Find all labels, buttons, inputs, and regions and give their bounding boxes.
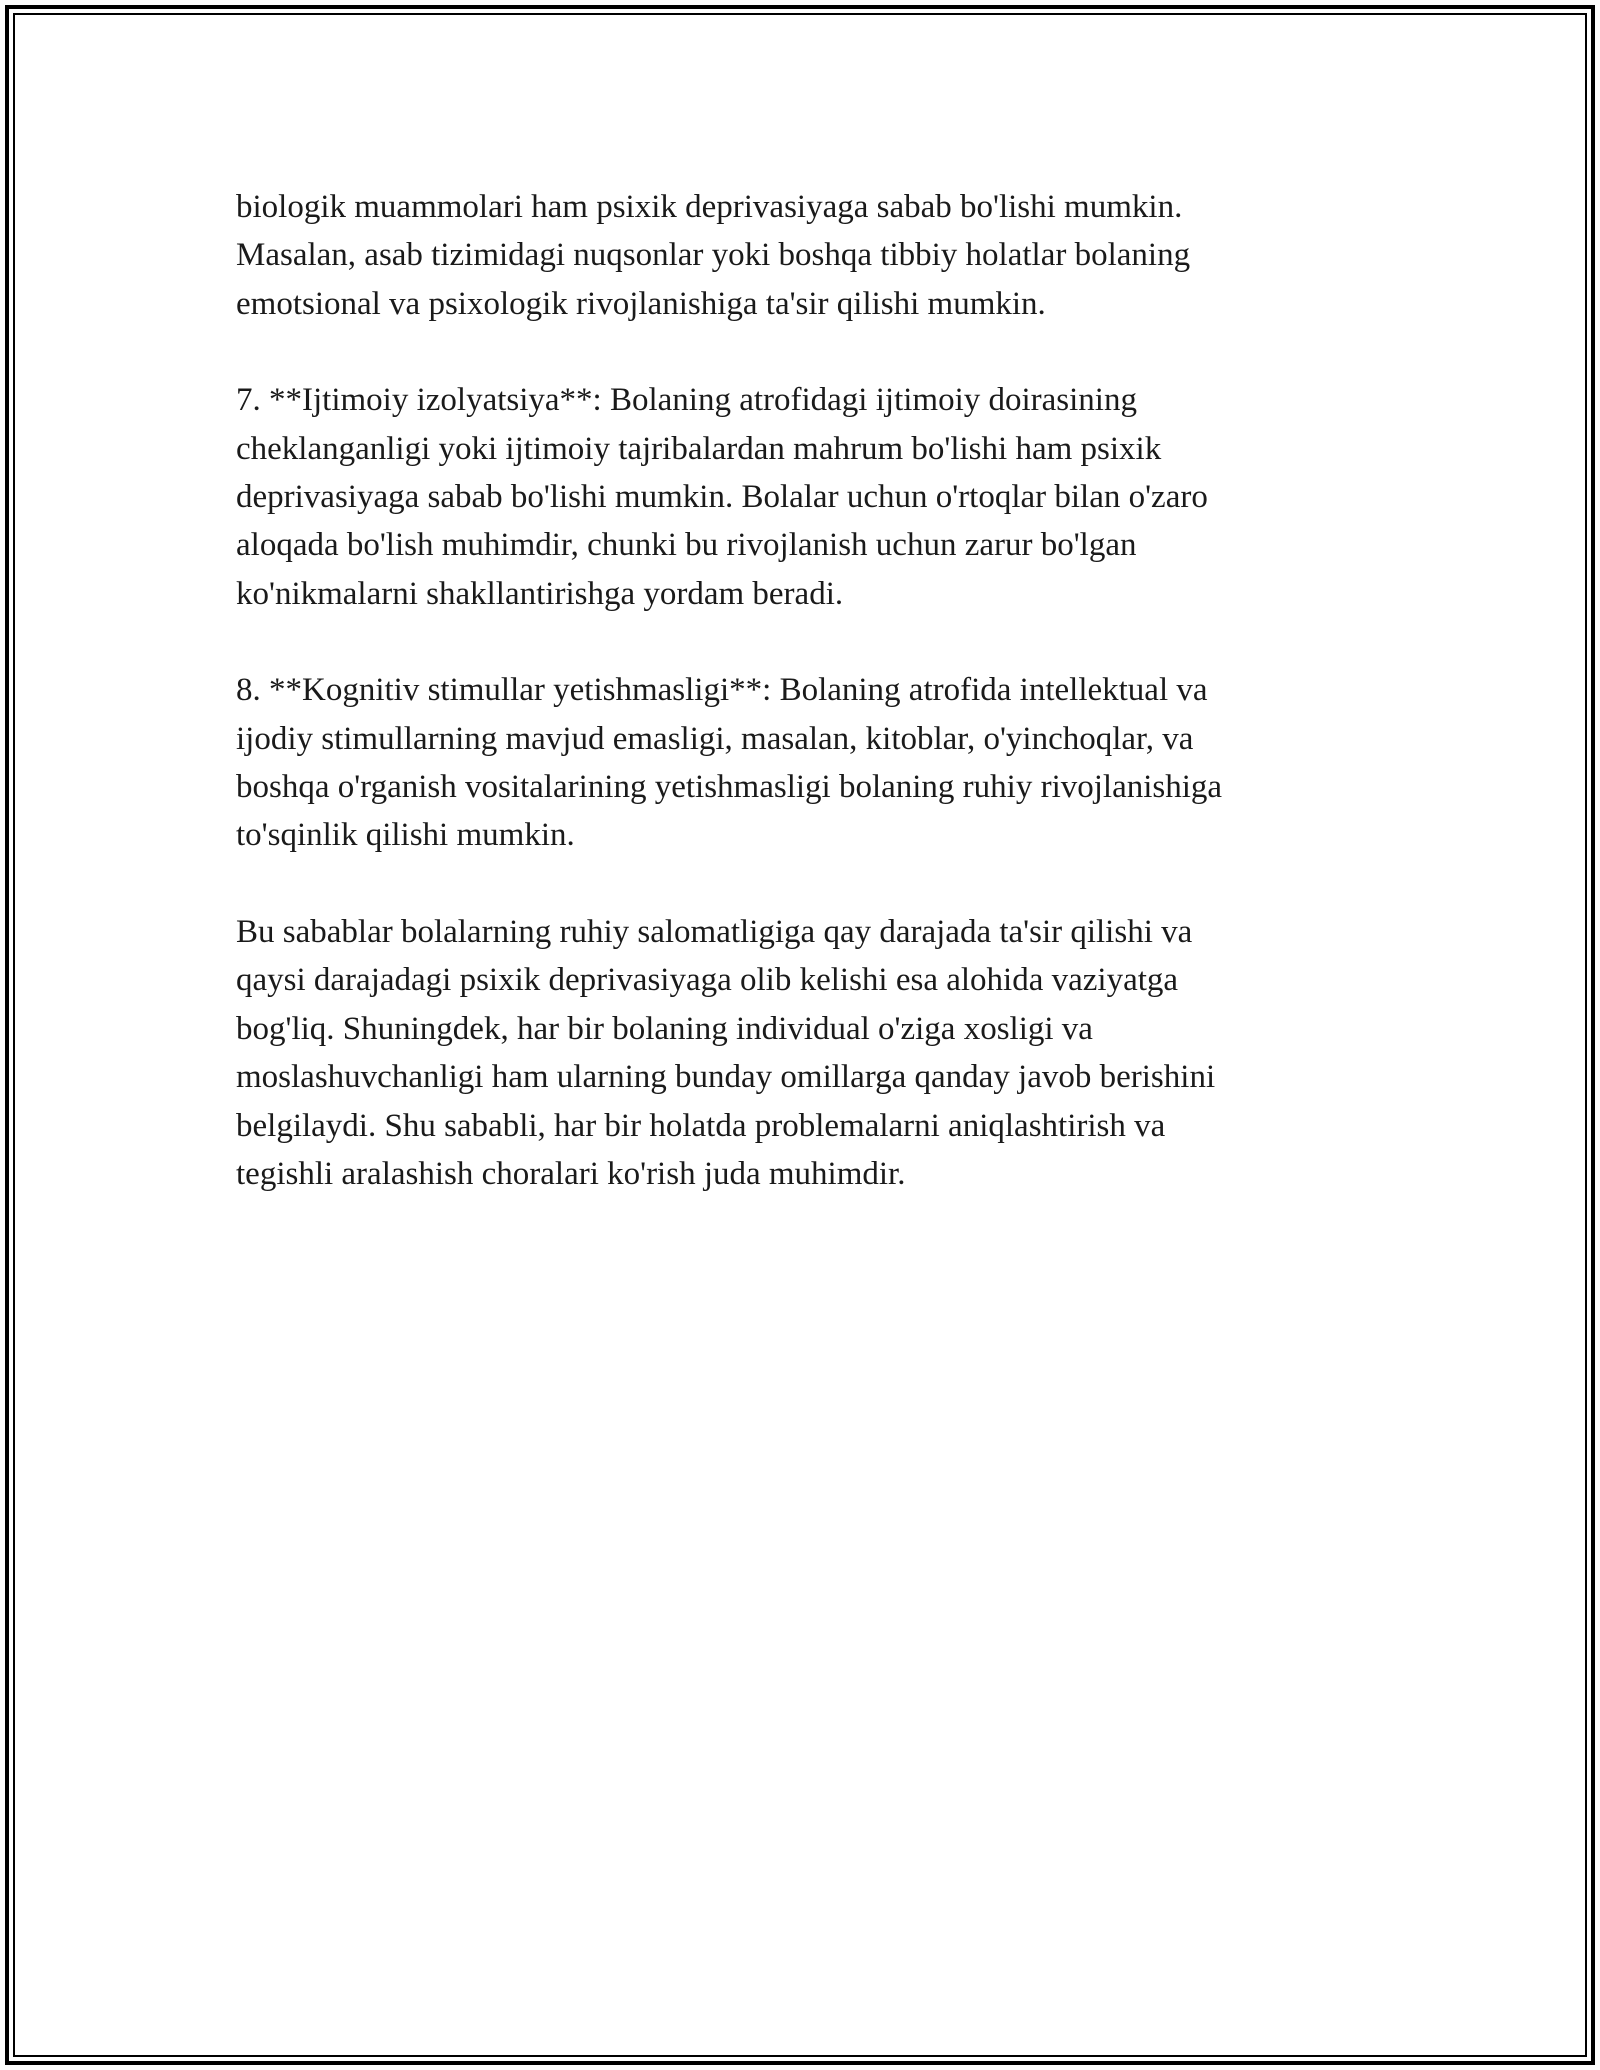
paragraph-conclusion: Bu sabablar bolalarning ruhiy salomatligiga qay darajada ta'sir qilishi va qaysi darajadagi psixik deprivasiyaga olib kelishi esa alohida vaziyatga bog'liq. Shuningdek, har bir bolaning individual o'ziga xosligi va moslashuvchanligi ham ularning bunday omillarga qanday javob berishini belgilaydi. Shu sababli, har bir holatda problemalarni aniqlashtirish va tegishli aralashish choralari ko'rish juda muhimdir. bbox=[236, 913, 1216, 1192]
paragraph-cognitive-stimuli: 8. **Kognitiv stimullar yetishmasligi**: Bolaning atrofida intellektual va ijodiy stimullarning mavjud emasligi, masalan, kitoblar, o'yinchoqlar, va boshqa o'rganish vositalarining yetishmasligi bolaning ruhiy rivojlanishiga to'sqinlik qilishi mumkin. bbox=[236, 672, 1223, 854]
paragraph-social-isolation: 7. **Ijtimoiy izolyatsiya**: Bolaning atrofidagi ijtimoiy doirasining cheklanganligi yoki ijtimoiy tajribalardan mahrum bo'lishi ham psixik deprivasiyaga sabab bo'lishi mumkin. Bolalar uchun o'rtoqlar bilan o'zaro aloqada bo'lish muhimdir, chunki bu rivojlanish uchun zarur bo'lgan ko'nikmalarni shakllantirishga yordam beradi. bbox=[236, 382, 1208, 612]
paragraph-biological-problems: biologik muammolari ham psixik deprivasiyaga sabab bo'lishi mumkin. Masalan, asab tizimidagi nuqsonlar yoki boshqa tibbiy holatlar bolaning emotsional va psixologik rivojlanishiga ta'sir qilishi mumkin. bbox=[236, 189, 1191, 322]
document-body bbox=[236, 183, 1360, 1246]
